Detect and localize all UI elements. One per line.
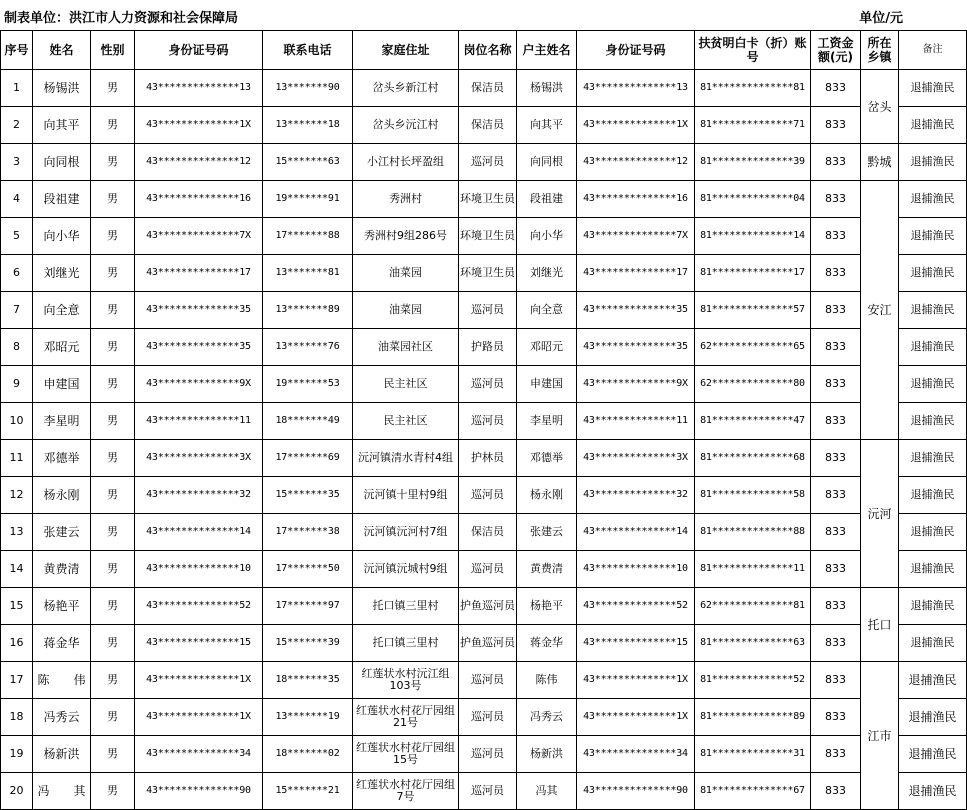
cell-no: 18 — [1, 699, 33, 736]
cell-no: 20 — [1, 773, 33, 810]
table-row — [1, 440, 967, 477]
cell-remark: 退捕渔民 — [899, 551, 967, 588]
cell-post: 保洁员 — [459, 107, 517, 144]
cell-account: 81**************67 — [695, 773, 811, 810]
cell-salary: 833 — [811, 736, 861, 773]
cell-no: 14 — [1, 551, 33, 588]
cell-post: 环境卫生员 — [459, 181, 517, 218]
cell-no: 19 — [1, 736, 33, 773]
cell-id: 43**************15 — [135, 625, 263, 662]
cell-phone: 15*******35 — [263, 477, 353, 514]
cell-head-id: 43**************1X — [577, 662, 695, 699]
cell-salary: 833 — [811, 625, 861, 662]
cell-head-id: 43**************11 — [577, 403, 695, 440]
cell-phone: 17*******88 — [263, 218, 353, 255]
cell-account: 62**************80 — [695, 366, 811, 403]
cell-address: 红莲状水村沅江组103号 — [353, 662, 459, 699]
cell-no: 13 — [1, 514, 33, 551]
col-header-gender: 性别 — [91, 31, 135, 70]
cell-name: 杨新洪 — [33, 736, 91, 773]
cell-household-head: 张建云 — [517, 514, 577, 551]
cell-household-head: 陈伟 — [517, 662, 577, 699]
cell-no: 1 — [1, 70, 33, 107]
cell-head-id: 43**************17 — [577, 255, 695, 292]
cell-no: 17 — [1, 662, 33, 699]
cell-post: 巡河员 — [459, 551, 517, 588]
cell-address: 小江村长坪盈组 — [353, 144, 459, 181]
cell-gender: 男 — [91, 662, 135, 699]
cell-account: 81**************04 — [695, 181, 811, 218]
cell-household-head: 杨永刚 — [517, 477, 577, 514]
cell-remark: 退捕渔民 — [899, 70, 967, 107]
cell-no: 4 — [1, 181, 33, 218]
cell-address: 沅河镇清水青村4组 — [353, 440, 459, 477]
cell-name: 冯 其 — [33, 773, 91, 810]
cell-remark: 退捕渔民 — [899, 329, 967, 366]
cell-post: 护林员 — [459, 440, 517, 477]
cell-phone: 18*******02 — [263, 736, 353, 773]
cell-no: 10 — [1, 403, 33, 440]
cell-head-id: 43**************15 — [577, 625, 695, 662]
cell-account: 81**************68 — [695, 440, 811, 477]
cell-salary: 833 — [811, 403, 861, 440]
cell-name: 李星明 — [33, 403, 91, 440]
cell-name: 杨锡洪 — [33, 70, 91, 107]
cell-account: 81**************31 — [695, 736, 811, 773]
cell-post: 护鱼巡河员 — [459, 588, 517, 625]
table-row — [1, 292, 967, 329]
cell-gender: 男 — [91, 514, 135, 551]
cell-post: 巡河员 — [459, 292, 517, 329]
cell-phone: 13*******90 — [263, 70, 353, 107]
cell-head-id: 43**************16 — [577, 181, 695, 218]
cell-no: 5 — [1, 218, 33, 255]
col-header-phone: 联系电话 — [263, 31, 353, 70]
col-header-name: 姓名 — [33, 31, 91, 70]
cell-post: 巡河员 — [459, 477, 517, 514]
cell-salary: 833 — [811, 107, 861, 144]
cell-salary: 833 — [811, 588, 861, 625]
cell-household-head: 刘继光 — [517, 255, 577, 292]
table-row — [1, 625, 967, 662]
cell-account: 81**************63 — [695, 625, 811, 662]
currency-unit: 单位/元 — [859, 11, 903, 26]
cell-household-head: 杨艳平 — [517, 588, 577, 625]
cell-post: 巡河员 — [459, 699, 517, 736]
roster-table — [0, 30, 967, 810]
cell-salary: 833 — [811, 292, 861, 329]
cell-account: 81**************47 — [695, 403, 811, 440]
cell-address: 秀洲村 — [353, 181, 459, 218]
cell-name: 冯秀云 — [33, 699, 91, 736]
cell-town: 江市 — [861, 662, 899, 810]
cell-salary: 833 — [811, 699, 861, 736]
table-row — [1, 255, 967, 292]
cell-account: 81**************11 — [695, 551, 811, 588]
cell-remark: 退捕渔民 — [899, 440, 967, 477]
cell-household-head: 黄费清 — [517, 551, 577, 588]
cell-remark: 退捕渔民 — [899, 477, 967, 514]
cell-no: 16 — [1, 625, 33, 662]
cell-gender: 男 — [91, 440, 135, 477]
cell-head-id: 43**************1X — [577, 107, 695, 144]
cell-remark: 退捕渔民 — [899, 514, 967, 551]
table-row — [1, 514, 967, 551]
cell-post: 巡河员 — [459, 736, 517, 773]
cell-household-head: 向同根 — [517, 144, 577, 181]
cell-household-head: 向其平 — [517, 107, 577, 144]
cell-phone: 17*******50 — [263, 551, 353, 588]
cell-no: 15 — [1, 588, 33, 625]
cell-account: 81**************17 — [695, 255, 811, 292]
cell-remark: 退捕渔民 — [899, 625, 967, 662]
cell-no: 3 — [1, 144, 33, 181]
table-row — [1, 329, 967, 366]
cell-id: 43**************35 — [135, 292, 263, 329]
cell-gender: 男 — [91, 181, 135, 218]
cell-household-head: 杨新洪 — [517, 736, 577, 773]
cell-name: 向同根 — [33, 144, 91, 181]
table-header-row — [1, 31, 967, 70]
cell-phone: 17*******38 — [263, 514, 353, 551]
cell-phone: 17*******69 — [263, 440, 353, 477]
cell-id: 43**************12 — [135, 144, 263, 181]
cell-phone: 15*******39 — [263, 625, 353, 662]
cell-household-head: 向小华 — [517, 218, 577, 255]
cell-head-id: 43**************3X — [577, 440, 695, 477]
cell-salary: 833 — [811, 514, 861, 551]
cell-address: 秀洲村9组286号 — [353, 218, 459, 255]
cell-remark: 退捕渔民 — [899, 662, 967, 699]
cell-head-id: 43**************35 — [577, 292, 695, 329]
table-row — [1, 551, 967, 588]
cell-remark: 退捕渔民 — [899, 588, 967, 625]
cell-id: 43**************14 — [135, 514, 263, 551]
cell-address: 民主社区 — [353, 366, 459, 403]
cell-gender: 男 — [91, 70, 135, 107]
cell-post: 护路员 — [459, 329, 517, 366]
cell-head-id: 43**************52 — [577, 588, 695, 625]
cell-gender: 男 — [91, 736, 135, 773]
cell-town: 安江 — [861, 181, 899, 440]
cell-name: 杨永刚 — [33, 477, 91, 514]
table-row — [1, 736, 967, 773]
table-row — [1, 181, 967, 218]
table-row — [1, 70, 967, 107]
cell-phone: 17*******97 — [263, 588, 353, 625]
cell-id: 43**************16 — [135, 181, 263, 218]
cell-salary: 833 — [811, 218, 861, 255]
cell-name: 刘继光 — [33, 255, 91, 292]
cell-remark: 退捕渔民 — [899, 181, 967, 218]
cell-name: 张建云 — [33, 514, 91, 551]
cell-id: 43**************7X — [135, 218, 263, 255]
cell-gender: 男 — [91, 588, 135, 625]
cell-phone: 13*******18 — [263, 107, 353, 144]
col-header-account: 扶贫明白卡（折）账号 — [695, 31, 811, 70]
cell-name: 陈 伟 — [33, 662, 91, 699]
col-header-post: 岗位名称 — [459, 31, 517, 70]
cell-name: 邓昭元 — [33, 329, 91, 366]
cell-address: 油菜园 — [353, 255, 459, 292]
cell-phone: 13*******76 — [263, 329, 353, 366]
cell-gender: 男 — [91, 773, 135, 810]
cell-head-id: 43**************13 — [577, 70, 695, 107]
sheet-header — [0, 0, 967, 30]
cell-id: 43**************11 — [135, 403, 263, 440]
cell-account: 81**************81 — [695, 70, 811, 107]
cell-name: 向全意 — [33, 292, 91, 329]
cell-name: 段祖建 — [33, 181, 91, 218]
cell-remark: 退捕渔民 — [899, 699, 967, 736]
cell-no: 6 — [1, 255, 33, 292]
cell-household-head: 向全意 — [517, 292, 577, 329]
cell-town: 黔城 — [861, 144, 899, 181]
cell-gender: 男 — [91, 329, 135, 366]
cell-account: 81**************58 — [695, 477, 811, 514]
cell-phone: 15*******63 — [263, 144, 353, 181]
cell-id: 43**************10 — [135, 551, 263, 588]
cell-phone: 19*******91 — [263, 181, 353, 218]
cell-address: 沅河镇沅河村7组 — [353, 514, 459, 551]
table-row — [1, 773, 967, 810]
cell-gender: 男 — [91, 292, 135, 329]
cell-salary: 833 — [811, 70, 861, 107]
cell-salary: 833 — [811, 477, 861, 514]
cell-name: 黄费清 — [33, 551, 91, 588]
cell-name: 申建国 — [33, 366, 91, 403]
cell-post: 保洁员 — [459, 70, 517, 107]
table-row — [1, 699, 967, 736]
cell-id: 43**************9X — [135, 366, 263, 403]
cell-gender: 男 — [91, 218, 135, 255]
table-row — [1, 403, 967, 440]
cell-head-id: 43**************10 — [577, 551, 695, 588]
cell-address: 红莲状水村花厅园组15号 — [353, 736, 459, 773]
cell-remark: 退捕渔民 — [899, 255, 967, 292]
table-row — [1, 588, 967, 625]
cell-remark: 退捕渔民 — [899, 218, 967, 255]
cell-salary: 833 — [811, 440, 861, 477]
cell-gender: 男 — [91, 366, 135, 403]
cell-phone: 13*******81 — [263, 255, 353, 292]
cell-household-head: 冯其 — [517, 773, 577, 810]
issuing-unit: 制表单位：洪江市人力资源和社会保障局 — [4, 11, 239, 26]
cell-head-id: 43**************12 — [577, 144, 695, 181]
cell-account: 81**************52 — [695, 662, 811, 699]
cell-address: 红莲状水村花厅园组21号 — [353, 699, 459, 736]
cell-head-id: 43**************9X — [577, 366, 695, 403]
cell-id: 43**************90 — [135, 773, 263, 810]
cell-remark: 退捕渔民 — [899, 144, 967, 181]
cell-salary: 833 — [811, 255, 861, 292]
table-row — [1, 144, 967, 181]
cell-name: 向小华 — [33, 218, 91, 255]
cell-id: 43**************1X — [135, 699, 263, 736]
cell-gender: 男 — [91, 477, 135, 514]
table-row — [1, 366, 967, 403]
cell-salary: 833 — [811, 144, 861, 181]
col-header-no: 序号 — [1, 31, 33, 70]
cell-head-id: 43**************35 — [577, 329, 695, 366]
cell-id: 43**************13 — [135, 70, 263, 107]
cell-name: 邓德举 — [33, 440, 91, 477]
cell-account: 62**************65 — [695, 329, 811, 366]
cell-salary: 833 — [811, 181, 861, 218]
col-header-town: 所在乡镇 — [861, 31, 899, 70]
cell-salary: 833 — [811, 551, 861, 588]
cell-id: 43**************52 — [135, 588, 263, 625]
cell-gender: 男 — [91, 551, 135, 588]
cell-gender: 男 — [91, 699, 135, 736]
cell-name: 杨艳平 — [33, 588, 91, 625]
cell-address: 托口镇三里村 — [353, 625, 459, 662]
cell-post: 巡河员 — [459, 144, 517, 181]
cell-gender: 男 — [91, 144, 135, 181]
cell-gender: 男 — [91, 625, 135, 662]
table-row — [1, 662, 967, 699]
cell-phone: 13*******19 — [263, 699, 353, 736]
cell-address: 沅河镇沅城村9组 — [353, 551, 459, 588]
cell-gender: 男 — [91, 255, 135, 292]
cell-no: 2 — [1, 107, 33, 144]
cell-post: 环境卫生员 — [459, 218, 517, 255]
cell-address: 红莲状水村花厅园组7号 — [353, 773, 459, 810]
cell-remark: 退捕渔民 — [899, 366, 967, 403]
cell-head-id: 43**************32 — [577, 477, 695, 514]
cell-head-id: 43**************1X — [577, 699, 695, 736]
cell-id: 43**************1X — [135, 107, 263, 144]
cell-name: 向其平 — [33, 107, 91, 144]
cell-household-head: 邓昭元 — [517, 329, 577, 366]
cell-phone: 18*******49 — [263, 403, 353, 440]
col-header-head-id: 身份证号码 — [577, 31, 695, 70]
cell-household-head: 李星明 — [517, 403, 577, 440]
cell-household-head: 蒋金华 — [517, 625, 577, 662]
cell-gender: 男 — [91, 403, 135, 440]
cell-household-head: 邓德举 — [517, 440, 577, 477]
cell-phone: 18*******35 — [263, 662, 353, 699]
cell-id: 43**************1X — [135, 662, 263, 699]
cell-post: 护鱼巡河员 — [459, 625, 517, 662]
table-row — [1, 477, 967, 514]
cell-salary: 833 — [811, 662, 861, 699]
cell-post: 巡河员 — [459, 662, 517, 699]
cell-post: 保洁员 — [459, 514, 517, 551]
cell-salary: 833 — [811, 773, 861, 810]
cell-phone: 13*******89 — [263, 292, 353, 329]
cell-salary: 833 — [811, 329, 861, 366]
cell-remark: 退捕渔民 — [899, 403, 967, 440]
cell-account: 81**************39 — [695, 144, 811, 181]
cell-phone: 15*******21 — [263, 773, 353, 810]
col-header-address: 家庭住址 — [353, 31, 459, 70]
cell-household-head: 杨锡洪 — [517, 70, 577, 107]
cell-no: 7 — [1, 292, 33, 329]
cell-post: 环境卫生员 — [459, 255, 517, 292]
cell-no: 11 — [1, 440, 33, 477]
cell-household-head: 申建国 — [517, 366, 577, 403]
col-header-id: 身份证号码 — [135, 31, 263, 70]
table-row — [1, 107, 967, 144]
cell-account: 81**************14 — [695, 218, 811, 255]
cell-address: 民主社区 — [353, 403, 459, 440]
cell-address: 沅河镇十里村9组 — [353, 477, 459, 514]
col-header-salary: 工资金额(元) — [811, 31, 861, 70]
cell-account: 81**************57 — [695, 292, 811, 329]
cell-post: 巡河员 — [459, 366, 517, 403]
cell-head-id: 43**************7X — [577, 218, 695, 255]
cell-id: 43**************17 — [135, 255, 263, 292]
cell-town: 岔头 — [861, 70, 899, 144]
cell-address: 托口镇三里村 — [353, 588, 459, 625]
cell-town: 托口 — [861, 588, 899, 662]
cell-address: 油菜园社区 — [353, 329, 459, 366]
cell-account: 81**************88 — [695, 514, 811, 551]
cell-remark: 退捕渔民 — [899, 736, 967, 773]
cell-name: 蒋金华 — [33, 625, 91, 662]
cell-phone: 19*******53 — [263, 366, 353, 403]
cell-household-head: 冯秀云 — [517, 699, 577, 736]
col-header-household-head: 户主姓名 — [517, 31, 577, 70]
cell-id: 43**************34 — [135, 736, 263, 773]
cell-remark: 退捕渔民 — [899, 292, 967, 329]
cell-gender: 男 — [91, 107, 135, 144]
cell-remark: 退捕渔民 — [899, 107, 967, 144]
cell-post: 巡河员 — [459, 773, 517, 810]
cell-address: 油菜园 — [353, 292, 459, 329]
cell-no: 12 — [1, 477, 33, 514]
cell-no: 8 — [1, 329, 33, 366]
cell-account: 81**************89 — [695, 699, 811, 736]
cell-address: 岔头乡沅江村 — [353, 107, 459, 144]
cell-salary: 833 — [811, 366, 861, 403]
cell-household-head: 段祖建 — [517, 181, 577, 218]
cell-head-id: 43**************90 — [577, 773, 695, 810]
col-header-remark: 备注 — [899, 31, 967, 70]
cell-address: 岔头乡新江村 — [353, 70, 459, 107]
cell-no: 9 — [1, 366, 33, 403]
cell-head-id: 43**************14 — [577, 514, 695, 551]
table-row — [1, 218, 967, 255]
cell-remark: 退捕渔民 — [899, 773, 967, 810]
cell-id: 43**************35 — [135, 329, 263, 366]
cell-town: 沅河 — [861, 440, 899, 588]
cell-head-id: 43**************34 — [577, 736, 695, 773]
cell-account: 62**************81 — [695, 588, 811, 625]
cell-account: 81**************71 — [695, 107, 811, 144]
cell-id: 43**************3X — [135, 440, 263, 477]
cell-id: 43**************32 — [135, 477, 263, 514]
cell-post: 巡河员 — [459, 403, 517, 440]
